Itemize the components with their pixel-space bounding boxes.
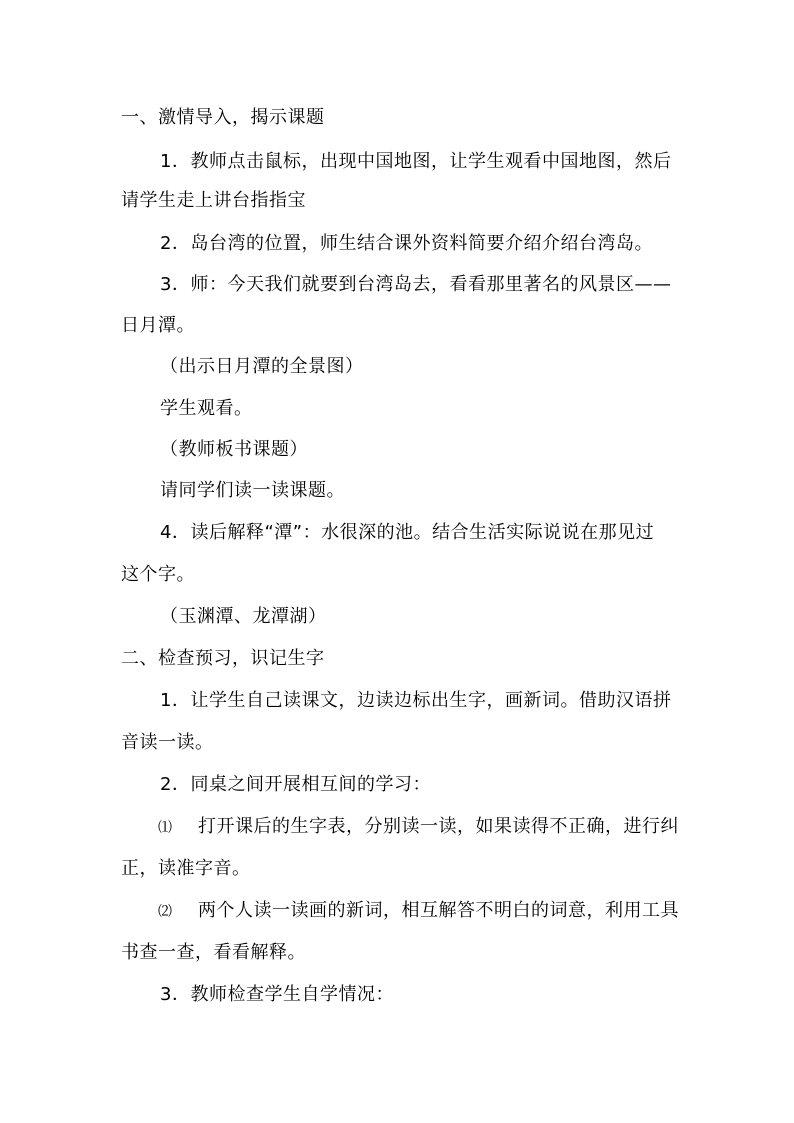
list-item bbox=[158, 815, 679, 840]
paragraph-line: 2．岛台湾的位置，师生结合课外资料简要介绍介绍台湾岛。 bbox=[160, 233, 653, 254]
paragraph-line: （教师板书课题） bbox=[160, 439, 308, 460]
list-item bbox=[158, 899, 679, 924]
list-marker: ⑵ bbox=[158, 904, 173, 920]
paragraph-line: 音读一读。 bbox=[121, 732, 214, 753]
paragraph-line: （玉渊潭、龙潭湖） bbox=[160, 606, 327, 627]
section-heading-1: 一、激情导入，揭示课题 bbox=[121, 107, 325, 128]
paragraph-line: 3．教师检查学生自学情况： bbox=[160, 984, 394, 1005]
paragraph-line: 2．同桌之间开展相互间的学习： bbox=[160, 774, 431, 795]
section-heading-2: 二、检查预习，识记生字 bbox=[121, 648, 325, 669]
paragraph-line: 这个字。 bbox=[121, 564, 195, 585]
paragraph-line: 书查一查，看看解释。 bbox=[121, 942, 306, 963]
list-marker: ⑴ bbox=[158, 820, 173, 836]
paragraph-line: 请学生走上讲台指指宝 bbox=[121, 190, 306, 211]
paragraph-line: 1．教师点击鼠标，出现中国地图，让学生观看中国地图，然后 bbox=[160, 151, 672, 172]
paragraph-line: 1．让学生自己读课文，边读边标出生字，画新词。借助汉语拼 bbox=[160, 690, 672, 711]
paragraph-line: 日月潭。 bbox=[121, 315, 195, 336]
list-item-text: 两个人读一读画的新词，相互解答不明白的词意，利用工具 bbox=[198, 900, 679, 921]
paragraph-line: 请同学们读一读课题。 bbox=[160, 480, 345, 501]
paragraph-line: （出示日月潭的全景图） bbox=[160, 356, 364, 377]
paragraph-line: 正，读准字音。 bbox=[121, 858, 251, 879]
paragraph-line: 3．师：今天我们就要到台湾岛去，看看那里著名的风景区—— bbox=[160, 274, 672, 295]
paragraph-line: 4．读后解释“潭”：水很深的池。结合生活实际说说在那见过 bbox=[160, 522, 655, 543]
paragraph-line: 学生观看。 bbox=[160, 398, 253, 419]
list-item-text: 打开课后的生字表，分别读一读，如果读得不正确，进行纠 bbox=[198, 816, 679, 837]
